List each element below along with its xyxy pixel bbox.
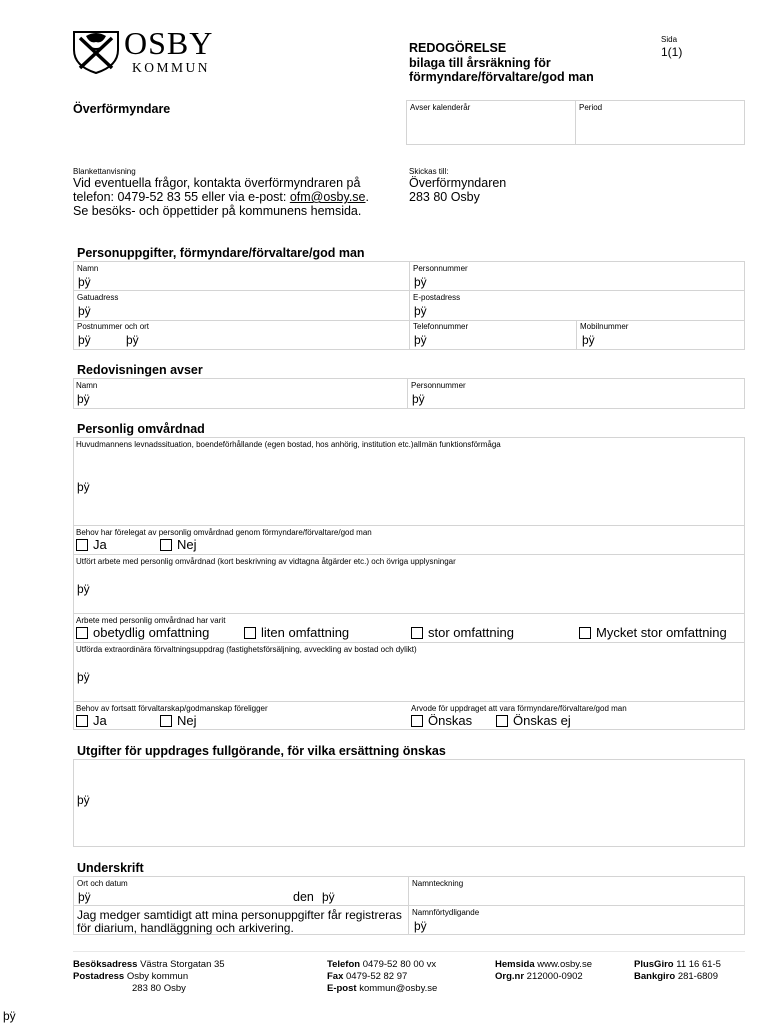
footer-email — [327, 983, 437, 995]
guardian-email-label: E-postadress — [413, 293, 461, 302]
care-need-no-text: Nej — [177, 537, 197, 552]
extent-option-insignificant[interactable] — [76, 625, 209, 640]
care-need-no-option[interactable] — [160, 537, 197, 552]
doc-subtitle-2: förmyndare/förvaltare/god man — [409, 70, 594, 84]
signature-heading: Underskrift — [77, 861, 144, 875]
footer-post-address — [73, 971, 188, 983]
personal-col-line-1 — [409, 261, 410, 350]
coat-of-arms-icon — [72, 28, 120, 74]
care-extent-label: Arbete med personlig omvårdnad har varit — [76, 616, 226, 625]
guardian-postcode-field[interactable]: þÿ — [78, 333, 91, 347]
guardian-mobile-field[interactable]: þÿ — [582, 333, 595, 347]
continued-yes-text: Ja — [93, 713, 107, 728]
extent-large-text: stor omfattning — [428, 625, 514, 640]
date-field[interactable]: þÿ — [322, 890, 335, 904]
org-name: Överförmyndare — [73, 102, 171, 116]
guardian-phone-field[interactable]: þÿ — [414, 333, 427, 347]
footer-plusgiro-label: PlusGiro — [634, 959, 674, 970]
account-heading: Redovisningen avser — [77, 363, 203, 377]
send-to-label: Skickas till: — [409, 167, 449, 176]
care-need-label: Behov har förelegat av personlig omvårdnad genom förmyndare/förvaltare/god man — [76, 528, 372, 537]
send-to-line-2: 283 80 Osby — [409, 190, 480, 204]
account-table — [73, 378, 745, 409]
instructions-phone-text: telefon: 0479-52 83 55 eller via e-post: — [73, 190, 290, 204]
care-need-yes-checkbox[interactable] — [76, 539, 88, 551]
footer-email-value[interactable]: kommun@osby.se — [359, 983, 438, 994]
fee-wanted-text: Önskas — [428, 713, 473, 728]
name-clarification-field[interactable]: þÿ — [414, 919, 427, 933]
page-number: 1(1) — [661, 45, 683, 59]
continued-no-checkbox[interactable] — [160, 715, 172, 727]
account-col-line — [407, 378, 408, 409]
extent-small-text: liten omfattning — [261, 625, 350, 640]
continued-yes-checkbox[interactable] — [76, 715, 88, 727]
calendar-year-label: Avser kalenderår — [410, 103, 471, 112]
extraordinary-label: Utförda extraordinära förvaltningsuppdrag (fastighetsförsäljning, avveckling av bostad och dylikt) — [76, 645, 417, 654]
footer-website-value[interactable]: www.osby.se — [537, 959, 592, 970]
den-text: den — [293, 890, 314, 904]
period-divider — [575, 100, 576, 145]
logo-sub: KOMMUN — [132, 60, 211, 75]
fee-wanted-checkbox[interactable] — [411, 715, 423, 727]
place-date-label: Ort och datum — [77, 879, 128, 888]
ward-pnr-field[interactable]: þÿ — [412, 392, 425, 406]
footer-visit-value: Västra Storgatan 35 — [140, 959, 225, 970]
ward-pnr-label: Personnummer — [411, 381, 466, 390]
extent-option-very-large[interactable] — [579, 625, 727, 640]
expenses-field[interactable]: þÿ — [77, 793, 90, 807]
footer-fax-value: 0479-52 82 97 — [346, 971, 408, 982]
instructions-line-2-end: . — [365, 190, 369, 204]
guardian-pnr-label: Personnummer — [413, 264, 468, 273]
fee-not-wanted-checkbox[interactable] — [496, 715, 508, 727]
guardian-pnr-field[interactable]: þÿ — [414, 275, 427, 289]
care-need-no-checkbox[interactable] — [160, 539, 172, 551]
instructions-line-3: Se besöks- och öppettider på kommunens hemsida. — [73, 204, 362, 218]
continued-no-text: Nej — [177, 713, 197, 728]
footer-plusgiro — [634, 959, 721, 971]
footer-plusgiro-value: 11 16 61-5 — [676, 959, 721, 970]
personal-col-line-2 — [576, 320, 577, 350]
footer-visit-address — [73, 959, 225, 971]
footer-bankgiro-value: 281-6809 — [677, 971, 718, 982]
extraordinary-field[interactable]: þÿ — [77, 670, 90, 684]
guardian-email-field[interactable]: þÿ — [414, 304, 427, 318]
care-row-line-3 — [73, 613, 745, 614]
name-clarification-label: Namnförtydligande — [412, 908, 480, 917]
guardian-name-label: Namn — [77, 264, 99, 273]
footer-org-label: Org.nr — [495, 971, 525, 982]
care-work-field[interactable]: þÿ — [77, 582, 90, 596]
footer-phone — [327, 959, 436, 971]
footer-bankgiro — [634, 971, 718, 983]
doc-subtitle-1: bilaga till årsräkning för — [409, 56, 551, 70]
extent-small-checkbox[interactable] — [244, 627, 256, 639]
footer-phone-value: 0479-52 80 00 vx — [362, 959, 437, 970]
situation-label: Huvudmannens levnadssituation, boendeförhållande (egen bostad, hos anhörig, institution etc.)allmän funktionsförmåga — [76, 440, 501, 449]
footer-org-value: 212000-0902 — [526, 971, 583, 982]
footer-post-value: Osby kommun — [126, 971, 189, 982]
footer-website — [495, 959, 592, 971]
fee-wanted-option[interactable] — [411, 713, 472, 728]
personal-heading: Personuppgifter, förmyndare/förvaltare/god man — [77, 246, 365, 260]
footer-divider — [73, 951, 745, 952]
footer-fax-label: Fax — [327, 971, 344, 982]
footer-website-label: Hemsida — [495, 959, 535, 970]
extent-option-large[interactable] — [411, 625, 514, 640]
signature-label: Namnteckning — [412, 879, 464, 888]
care-row-line-1 — [73, 525, 745, 526]
osby-logo — [72, 25, 222, 78]
care-need-yes-option[interactable] — [76, 537, 107, 552]
place-field[interactable]: þÿ — [78, 890, 91, 904]
care-row-line-4 — [73, 642, 745, 643]
footer-org-number — [495, 971, 583, 983]
consent-line-1: Jag medger samtidigt att mina personuppgifter får registreras — [77, 908, 402, 922]
fee-not-wanted-text: Önskas ej — [513, 713, 571, 728]
guardian-address-field[interactable]: þÿ — [78, 304, 91, 318]
fee-not-wanted-option[interactable] — [496, 713, 571, 728]
continued-no-option[interactable] — [160, 713, 197, 728]
fee-label: Arvode för uppdraget att vara förmyndare/förvaltare/god man — [411, 704, 627, 713]
extent-large-checkbox[interactable] — [411, 627, 423, 639]
continued-yes-option[interactable] — [76, 713, 107, 728]
care-row-line-5 — [73, 701, 745, 702]
footer-phone-label: Telefon — [327, 959, 361, 970]
signature-row-line — [73, 905, 745, 906]
extent-insignificant-checkbox[interactable] — [76, 627, 88, 639]
guardian-phone-label: Telefonnummer — [413, 322, 469, 331]
instructions-line-1: Vid eventuella frågor, kontakta överförmyndraren på — [73, 176, 361, 190]
guardian-mobile-label: Mobilnummer — [580, 322, 629, 331]
ward-name-label: Namn — [76, 381, 98, 390]
send-to-line-1: Överförmyndaren — [409, 176, 507, 190]
footer-bankgiro-label: Bankgiro — [634, 971, 676, 982]
extent-insignificant-text: obetydlig omfattning — [93, 625, 210, 640]
page-label: Sida — [661, 35, 678, 44]
instructions-label: Blankettanvisning — [73, 167, 136, 176]
signature-col-line — [408, 876, 409, 935]
footer-post-label: Postadress — [73, 971, 125, 982]
footer-fax — [327, 971, 407, 983]
footer-post-city: 283 80 Osby — [132, 983, 186, 994]
continued-need-label: Behov av fortsatt förvaltarskap/godmanskap föreligger — [76, 704, 268, 713]
logo-name: OSBY — [124, 25, 214, 61]
guardian-address-label: Gatuadress — [77, 293, 119, 302]
guardian-city-field[interactable]: þÿ — [126, 333, 139, 347]
care-work-label: Utfört arbete med personlig omvårdnad (kort beskrivning av vidtagna åtgärder etc.) och övriga upplysningar — [76, 557, 456, 566]
footer-email-label: E-post — [327, 983, 357, 994]
period-label: Period — [579, 103, 603, 112]
expenses-heading: Utgifter för uppdrages fullgörande, för vilka ersättning önskas — [77, 744, 446, 758]
doc-title: REDOGÖRELSE — [409, 41, 507, 55]
care-heading: Personlig omvårdnad — [77, 422, 205, 436]
ward-name-field[interactable]: þÿ — [77, 392, 90, 406]
care-table — [73, 437, 745, 730]
extent-very-large-text: Mycket stor omfattning — [596, 625, 727, 640]
extent-option-small[interactable] — [244, 625, 349, 640]
footer-visit-label: Besöksadress — [73, 959, 138, 970]
care-need-yes-text: Ja — [93, 537, 107, 552]
extent-very-large-checkbox[interactable] — [579, 627, 591, 639]
guardian-name-field[interactable]: þÿ — [78, 275, 91, 289]
email-link[interactable]: ofm@osby.se — [289, 190, 366, 204]
situation-field[interactable]: þÿ — [77, 480, 90, 494]
care-row-line-2 — [73, 554, 745, 555]
page-bottom-field[interactable]: þÿ — [3, 1009, 16, 1023]
expenses-box — [73, 759, 745, 847]
guardian-postal-label: Postnummer och ort — [77, 322, 150, 331]
consent-line-2: för diarium, handläggning och arkivering. — [77, 921, 294, 935]
instructions-line-2 — [73, 190, 369, 204]
